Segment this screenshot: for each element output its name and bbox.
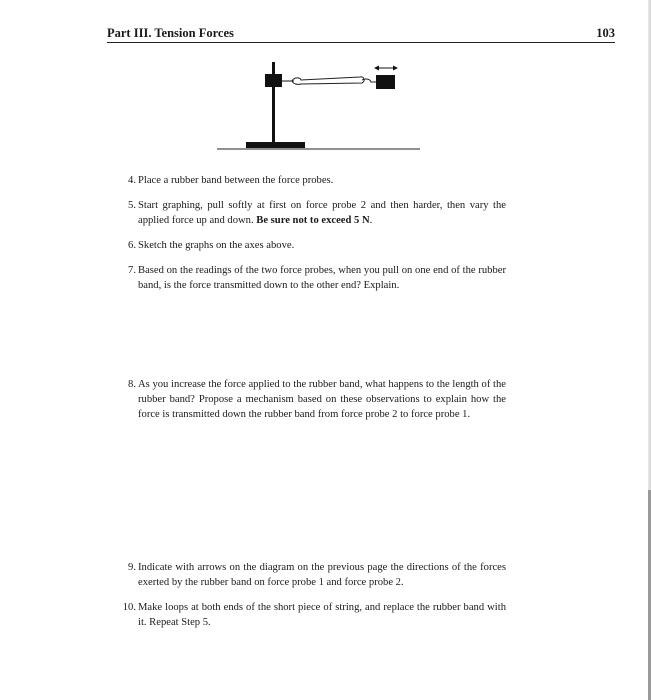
step-number: 4.: [128, 175, 136, 186]
step-6: [120, 238, 506, 253]
force-probe-1: [265, 74, 282, 87]
step-text: As you increase the force applied to the rubber band, what happens to the length of the rubber band? Propose a mechanism based on these observations to explain how the force is transmitted down the rubber band from force probe 2 to force probe 1.: [138, 379, 506, 420]
page-number: 103: [596, 26, 615, 40]
step-number: 5.: [128, 200, 136, 211]
force-probe-2: [376, 75, 395, 89]
step-number: 6.: [128, 240, 136, 251]
step-number: 9.: [128, 562, 136, 573]
step-5: [120, 198, 506, 228]
step-text: Sketch the graphs on the axes above.: [138, 240, 295, 251]
step-text-plain: Start graphing, pull softly at first on force probe 2 and then harder, then vary the applied force up and down.: [138, 200, 506, 226]
step-9: [120, 560, 506, 590]
rubber-band: [292, 77, 364, 85]
step-text-end: .: [369, 215, 373, 226]
section-title: Part III. Tension Forces: [107, 26, 234, 40]
stand-base: [246, 142, 305, 148]
step-7: [120, 263, 506, 293]
step-8: [120, 377, 506, 422]
step-number: 7.: [128, 265, 136, 276]
step-text-bold: Be sure not to exceed 5 N: [256, 215, 370, 226]
step-number: 8.: [128, 379, 136, 390]
step-text: Place a rubber band between the force probes.: [138, 175, 334, 186]
arrow-left-head: [374, 66, 379, 71]
apparatus-diagram: [0, 0, 651, 160]
step-text: [138, 198, 506, 228]
step-4: [120, 173, 506, 188]
arrow-right-head: [393, 66, 398, 71]
step-number: 10.: [122, 602, 136, 613]
step-text: Indicate with arrows on the diagram on the previous page the directions of the forces exerted by the rubber band on force probe 1 and force probe 2.: [138, 562, 506, 588]
step-10: [120, 600, 506, 630]
step-text: Make loops at both ends of the short piece of string, and replace the rubber band with it. Repeat Step 5.: [138, 602, 506, 628]
step-text: Based on the readings of the two force probes, when you pull on one end of the rubber band, is the force transmitted down to the other end? Explain.: [138, 265, 506, 291]
